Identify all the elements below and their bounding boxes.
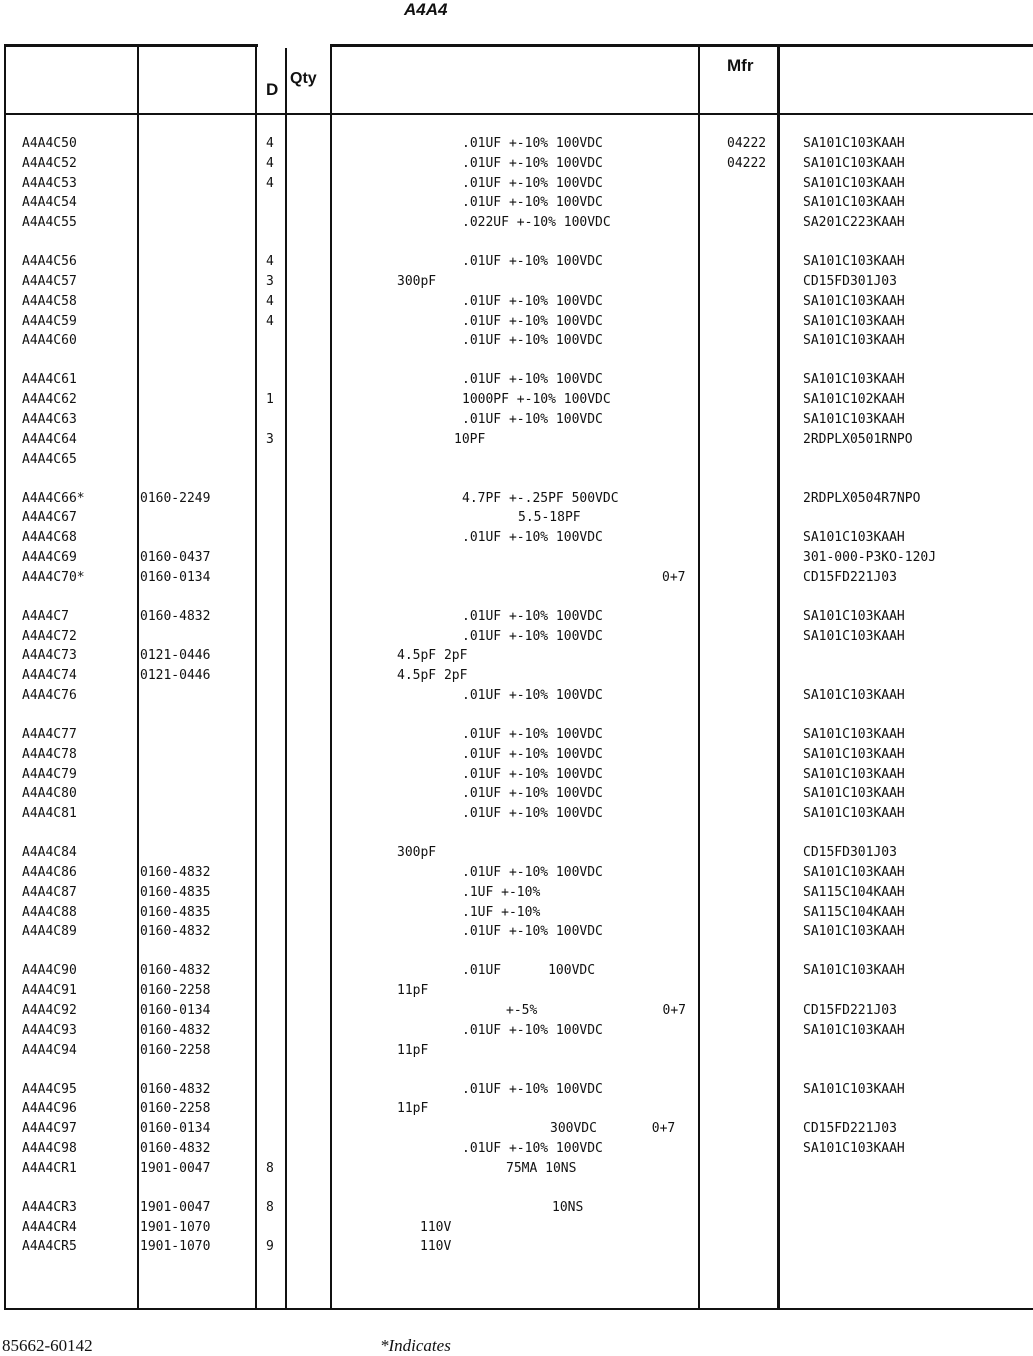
mfr-part-number: SA101C103KAAH bbox=[803, 176, 905, 191]
description: .01UF +-10% 100VDC bbox=[462, 924, 603, 939]
ref-designator: A4A4C94 bbox=[22, 1043, 77, 1058]
ref-designator: A4A4C55 bbox=[22, 215, 77, 230]
ref-designator: A4A4C81 bbox=[22, 806, 77, 821]
mfr-part-number: SA201C223KAAH bbox=[803, 215, 905, 230]
mfr-part-number: 301-000-P3KO-120J bbox=[803, 550, 937, 565]
ref-designator: A4A4C76 bbox=[22, 688, 77, 703]
description: .1UF +-10% bbox=[462, 905, 541, 920]
mfr-part-number: SA101C103KAAH bbox=[803, 136, 905, 151]
check-digit: 1 bbox=[266, 392, 274, 407]
mfr-part-number: SA101C103KAAH bbox=[803, 294, 905, 309]
ref-designator: A4A4C77 bbox=[22, 727, 77, 742]
header-qty: Qty bbox=[290, 70, 317, 87]
ref-designator: A4A4C69 bbox=[22, 550, 77, 565]
description: 4.5pF 2pF bbox=[397, 648, 468, 663]
mfr-part-number: SA115C104KAAH bbox=[803, 885, 905, 900]
mfr-part-number: 2RDPLX0504R7NPO bbox=[803, 491, 921, 506]
check-digit: 4 bbox=[266, 314, 274, 329]
part-number: 1901-1070 bbox=[140, 1239, 211, 1254]
description: .01UF +-10% 100VDC bbox=[462, 767, 603, 782]
mfr-part-number: CD15FD301J03 bbox=[803, 274, 897, 289]
description: +-5% 0+7 bbox=[506, 1003, 687, 1018]
part-number: 0160-4832 bbox=[140, 609, 211, 624]
part-number: 0160-4832 bbox=[140, 1082, 211, 1097]
description: 110V bbox=[420, 1220, 452, 1235]
table-top-rule-right bbox=[332, 44, 1033, 47]
header-bottom-rule bbox=[4, 113, 1033, 115]
check-digit: 3 bbox=[266, 274, 274, 289]
ref-designator: A4A4C80 bbox=[22, 786, 77, 801]
part-number: 0160-2258 bbox=[140, 983, 211, 998]
description: .01UF +-10% 100VDC bbox=[462, 688, 603, 703]
col-divider-4 bbox=[285, 48, 287, 1310]
header-d: D bbox=[266, 80, 279, 99]
mfr-part-number: SA101C103KAAH bbox=[803, 747, 905, 762]
ref-designator: A4A4C63 bbox=[22, 412, 77, 427]
ref-designator: A4A4C62 bbox=[22, 392, 77, 407]
check-digit: 8 bbox=[266, 1161, 274, 1176]
col-divider-7 bbox=[777, 44, 780, 1310]
ref-designator: A4A4C92 bbox=[22, 1003, 77, 1018]
part-number: 0121-0446 bbox=[140, 648, 211, 663]
ref-designator: A4A4C87 bbox=[22, 885, 77, 900]
check-digit: 4 bbox=[266, 254, 274, 269]
mfr-part-number: CD15FD221J03 bbox=[803, 1121, 897, 1136]
ref-designator: A4A4C61 bbox=[22, 372, 77, 387]
description: .01UF +-10% 100VDC bbox=[462, 314, 603, 329]
check-digit: 4 bbox=[266, 156, 274, 171]
footer-note: *Indicates bbox=[380, 1336, 451, 1355]
ref-designator: A4A4C56 bbox=[22, 254, 77, 269]
mfr-part-number: SA101C103KAAH bbox=[803, 333, 905, 348]
mfr-part-number: SA101C103KAAH bbox=[803, 254, 905, 269]
ref-designator: A4A4C58 bbox=[22, 294, 77, 309]
ref-designator: A4A4C60 bbox=[22, 333, 77, 348]
description: 300pF bbox=[397, 274, 437, 289]
description: 11pF bbox=[397, 1101, 429, 1116]
mfr-part-number: SA101C103KAAH bbox=[803, 314, 905, 329]
check-digit: 3 bbox=[266, 432, 274, 447]
mfr-part-number: SA101C103KAAH bbox=[803, 688, 905, 703]
description: 110V bbox=[420, 1239, 452, 1254]
description: 300VDC 0+7 bbox=[550, 1121, 676, 1136]
mfr-part-number: SA101C103KAAH bbox=[803, 963, 905, 978]
ref-designator: A4A4C67 bbox=[22, 510, 77, 525]
check-digit: 8 bbox=[266, 1200, 274, 1215]
ref-designator: A4A4C52 bbox=[22, 156, 77, 171]
part-number: 0160-4832 bbox=[140, 1141, 211, 1156]
description: .01UF +-10% 100VDC bbox=[462, 412, 603, 427]
footer-part-number: 85662-60142 bbox=[2, 1336, 93, 1355]
description: 300pF bbox=[397, 845, 437, 860]
part-number: 0160-2249 bbox=[140, 491, 211, 506]
description: .01UF +-10% 100VDC bbox=[462, 254, 603, 269]
ref-designator: A4A4C70* bbox=[22, 570, 85, 585]
description: .01UF +-10% 100VDC bbox=[462, 156, 603, 171]
check-digit: 4 bbox=[266, 136, 274, 151]
part-number: 0160-0134 bbox=[140, 570, 211, 585]
ref-designator: A4A4CR4 bbox=[22, 1220, 77, 1235]
part-number: 0160-0134 bbox=[140, 1121, 211, 1136]
mfr-part-number: CD15FD221J03 bbox=[803, 570, 897, 585]
part-number: 1901-0047 bbox=[140, 1161, 211, 1176]
description: 4.7PF +-.25PF 500VDC bbox=[462, 491, 619, 506]
part-number: 0160-2258 bbox=[140, 1101, 211, 1116]
description: 5.5-18PF bbox=[518, 510, 581, 525]
part-number: 0121-0446 bbox=[140, 668, 211, 683]
description: .01UF +-10% 100VDC bbox=[462, 136, 603, 151]
part-number: 1901-0047 bbox=[140, 1200, 211, 1215]
mfr-part-number: SA101C103KAAH bbox=[803, 865, 905, 880]
ref-designator: A4A4C96 bbox=[22, 1101, 77, 1116]
mfr-part-number: SA101C103KAAH bbox=[803, 1023, 905, 1038]
description: .01UF +-10% 100VDC bbox=[462, 747, 603, 762]
ref-designator: A4A4C91 bbox=[22, 983, 77, 998]
ref-designator: A4A4C59 bbox=[22, 314, 77, 329]
mfr-code: 04222 bbox=[727, 156, 767, 171]
mfr-part-number: SA101C103KAAH bbox=[803, 530, 905, 545]
ref-designator: A4A4C66* bbox=[22, 491, 85, 506]
mfr-code: 04222 bbox=[727, 136, 767, 151]
mfr-part-number: 2RDPLX0501RNPO bbox=[803, 432, 913, 447]
header-mfr: Mfr bbox=[727, 56, 754, 75]
ref-designator: A4A4CR3 bbox=[22, 1200, 77, 1215]
description: 11pF bbox=[397, 1043, 429, 1058]
mfr-part-number: SA101C103KAAH bbox=[803, 372, 905, 387]
mfr-part-number: SA101C103KAAH bbox=[803, 806, 905, 821]
ref-designator: A4A4C97 bbox=[22, 1121, 77, 1136]
ref-designator: A4A4C93 bbox=[22, 1023, 77, 1038]
mfr-part-number: CD15FD301J03 bbox=[803, 845, 897, 860]
part-number: 0160-0134 bbox=[140, 1003, 211, 1018]
ref-designator: A4A4C64 bbox=[22, 432, 77, 447]
description: .01UF +-10% 100VDC bbox=[462, 1141, 603, 1156]
part-number: 1901-1070 bbox=[140, 1220, 211, 1235]
description: .01UF 100VDC bbox=[462, 963, 596, 978]
mfr-part-number: SA101C103KAAH bbox=[803, 609, 905, 624]
mfr-part-number: SA101C103KAAH bbox=[803, 156, 905, 171]
col-divider-5 bbox=[330, 44, 332, 1310]
check-digit: 4 bbox=[266, 176, 274, 191]
col-divider-6 bbox=[698, 44, 700, 1310]
ref-designator: A4A4C53 bbox=[22, 176, 77, 191]
ref-designator: A4A4C50 bbox=[22, 136, 77, 151]
ref-designator: A4A4C74 bbox=[22, 668, 77, 683]
col-divider-1 bbox=[4, 44, 6, 1310]
part-number: 0160-4832 bbox=[140, 865, 211, 880]
part-number: 0160-0437 bbox=[140, 550, 211, 565]
mfr-part-number: SA101C103KAAH bbox=[803, 727, 905, 742]
description: .01UF +-10% 100VDC bbox=[462, 609, 603, 624]
description: 10PF bbox=[454, 432, 486, 447]
description: 75MA 10NS bbox=[506, 1161, 577, 1176]
mfr-part-number: SA101C103KAAH bbox=[803, 629, 905, 644]
part-number: 0160-4832 bbox=[140, 1023, 211, 1038]
part-number: 0160-4832 bbox=[140, 963, 211, 978]
col-divider-3 bbox=[255, 44, 257, 1310]
table-top-rule-left bbox=[4, 44, 258, 47]
ref-designator: A4A4C68 bbox=[22, 530, 77, 545]
mfr-part-number: SA115C104KAAH bbox=[803, 905, 905, 920]
ref-designator: A4A4CR1 bbox=[22, 1161, 77, 1176]
description: .1UF +-10% bbox=[462, 885, 541, 900]
description: .01UF +-10% 100VDC bbox=[462, 865, 603, 880]
mfr-part-number: CD15FD221J03 bbox=[803, 1003, 897, 1018]
description: .01UF +-10% 100VDC bbox=[462, 629, 603, 644]
ref-designator: A4A4C88 bbox=[22, 905, 77, 920]
ref-designator: A4A4C78 bbox=[22, 747, 77, 762]
table-bottom-rule bbox=[4, 1308, 1033, 1310]
description: .01UF +-10% 100VDC bbox=[462, 195, 603, 210]
page-title: A4A4 bbox=[404, 0, 448, 19]
description: .022UF +-10% 100VDC bbox=[462, 215, 611, 230]
ref-designator: A4A4C98 bbox=[22, 1141, 77, 1156]
col-divider-2 bbox=[137, 44, 139, 1310]
mfr-part-number: SA101C103KAAH bbox=[803, 767, 905, 782]
mfr-part-number: SA101C102KAAH bbox=[803, 392, 905, 407]
mfr-part-number: SA101C103KAAH bbox=[803, 924, 905, 939]
description: 11pF bbox=[397, 983, 429, 998]
ref-designator: A4A4C65 bbox=[22, 452, 77, 467]
description: .01UF +-10% 100VDC bbox=[462, 372, 603, 387]
description: 0+7 bbox=[662, 570, 686, 585]
ref-designator: A4A4C90 bbox=[22, 963, 77, 978]
description: .01UF +-10% 100VDC bbox=[462, 1023, 603, 1038]
part-number: 0160-4832 bbox=[140, 924, 211, 939]
description: 10NS bbox=[552, 1200, 584, 1215]
description: 1000PF +-10% 100VDC bbox=[462, 392, 611, 407]
ref-designator: A4A4CR5 bbox=[22, 1239, 77, 1254]
ref-designator: A4A4C84 bbox=[22, 845, 77, 860]
ref-designator: A4A4C89 bbox=[22, 924, 77, 939]
mfr-part-number: SA101C103KAAH bbox=[803, 1141, 905, 1156]
description: .01UF +-10% 100VDC bbox=[462, 727, 603, 742]
description: 4.5pF 2pF bbox=[397, 668, 468, 683]
description: .01UF +-10% 100VDC bbox=[462, 294, 603, 309]
ref-designator: A4A4C73 bbox=[22, 648, 77, 663]
mfr-part-number: SA101C103KAAH bbox=[803, 1082, 905, 1097]
mfr-part-number: SA101C103KAAH bbox=[803, 412, 905, 427]
part-number: 0160-4835 bbox=[140, 885, 211, 900]
ref-designator: A4A4C7 bbox=[22, 609, 69, 624]
ref-designator: A4A4C54 bbox=[22, 195, 77, 210]
description: .01UF +-10% 100VDC bbox=[462, 530, 603, 545]
description: .01UF +-10% 100VDC bbox=[462, 333, 603, 348]
ref-designator: A4A4C72 bbox=[22, 629, 77, 644]
ref-designator: A4A4C57 bbox=[22, 274, 77, 289]
part-number: 0160-2258 bbox=[140, 1043, 211, 1058]
description: .01UF +-10% 100VDC bbox=[462, 176, 603, 191]
ref-designator: A4A4C95 bbox=[22, 1082, 77, 1097]
part-number: 0160-4835 bbox=[140, 905, 211, 920]
mfr-part-number: SA101C103KAAH bbox=[803, 195, 905, 210]
description: .01UF +-10% 100VDC bbox=[462, 806, 603, 821]
check-digit: 4 bbox=[266, 294, 274, 309]
check-digit: 9 bbox=[266, 1239, 274, 1254]
ref-designator: A4A4C79 bbox=[22, 767, 77, 782]
description: .01UF +-10% 100VDC bbox=[462, 1082, 603, 1097]
ref-designator: A4A4C86 bbox=[22, 865, 77, 880]
mfr-part-number: SA101C103KAAH bbox=[803, 786, 905, 801]
description: .01UF +-10% 100VDC bbox=[462, 786, 603, 801]
